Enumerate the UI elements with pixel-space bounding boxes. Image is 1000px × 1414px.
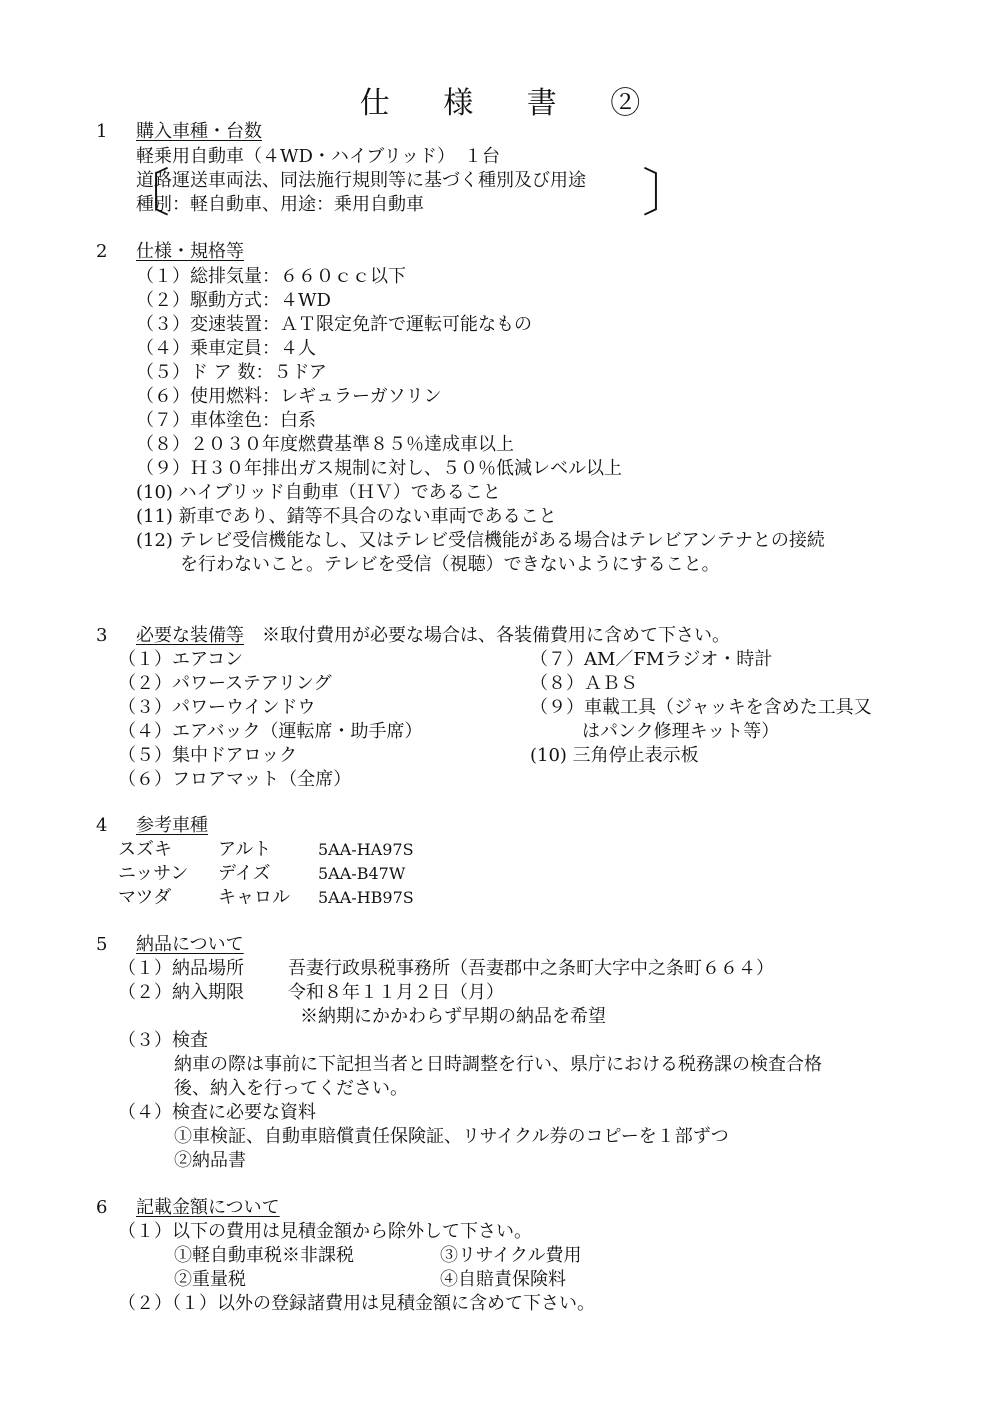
equipment-item: （１）エアコン [118,649,244,670]
delivery-deadline-value: 令和８年１１月２日（月） [288,982,504,1003]
reference-code: 5AA-B47W [318,864,406,883]
section-2-heading [96,240,244,264]
section-5-heading [96,933,244,957]
section-5-number: 5 [96,934,108,955]
section-3-note: ※取付費用が必要な場合は、各装備費用に含めて下さい。 [262,625,730,646]
equipment-item: （３）パワーウインドウ [118,697,316,718]
section-2-number: 2 [96,241,108,262]
spec-item: （４）乗車定員：４人 [136,338,316,359]
reference-model: デイズ [218,863,271,884]
equipment-item: （７）AM／FMラジオ・時計 [530,649,773,670]
excluded-cost: ③リサイクル費用 [440,1245,582,1266]
delivery-deadline-label: （２）納入期限 [118,982,244,1003]
amount-item-2: （２）（１）以外の登録諸費用は見積金額に含めて下さい。 [118,1293,595,1314]
excluded-cost: ④自賠責保険料 [440,1269,566,1290]
equipment-item: （２）パワーステアリング [118,673,332,694]
equipment-item: （６）フロアマット（全席） [118,769,352,790]
bracket-text-line-2: 種別：軽自動車、用途：乗用自動車 [136,194,424,215]
excluded-cost: ①軽自動車税※非課税 [174,1245,354,1266]
spec-item-12-continuation: を行わないこと。テレビを受信（視聴）できないようにすること。 [180,554,720,575]
delivery-place-value: 吾妻行政県税事務所（吾妻郡中之条町大字中之条町６６４） [288,958,774,979]
section-4-title: 参考車種 [136,815,208,836]
inspection-docs-label: （４）検査に必要な資料 [118,1102,316,1123]
inspection-text: 後、納入を行ってください。 [174,1078,408,1099]
bracket-left-icon: 〔 [118,164,171,224]
delivery-place-label: （１）納品場所 [118,958,244,979]
section-1-number: 1 [96,121,108,142]
bracket-right-icon: 〕 [642,164,695,224]
spec-item: （８）２０３０年度燃費基準８５％達成車以上 [136,434,514,455]
reference-maker: ニッサン [118,863,189,884]
vehicle-type-line: 軽乗用自動車（４WD・ハイブリッド） １台 [136,146,500,167]
spec-item: （２）駆動方式：４WD [136,290,331,311]
equipment-item: (10) 三角停止表示板 [530,745,699,766]
reference-model: アルト [218,839,272,860]
excluded-cost: ②重量税 [174,1269,246,1290]
inspection-text: 納車の際は事前に下記担当者と日時調整を行い、県庁における税務課の検査合格 [174,1054,822,1075]
section-4-heading [96,814,208,838]
inspection-doc-item: ②納品書 [174,1150,246,1171]
spec-item: （７）車体塗色：白系 [136,410,316,431]
section-6-heading [96,1196,280,1220]
section-3-heading [96,624,244,648]
section-1-heading [96,120,262,144]
reference-maker: マツダ [118,887,172,908]
reference-model: キャロル [218,887,290,908]
bracket-text-line-1: 道路運送車両法、同法施行規則等に基づく種別及び用途 [136,170,586,191]
document-title: 仕 様 書 ② [359,86,663,121]
equipment-item-continuation: はパンク修理キット等） [582,721,780,742]
spec-item: （６）使用燃料：レギュラーガソリン [136,386,442,407]
section-3-title: 必要な装備等 [136,625,244,646]
section-3-number: 3 [96,625,108,646]
section-6-title: 記載金額について [136,1197,280,1218]
spec-item: (10) ハイブリッド自動車（ＨＶ）であること [136,482,501,503]
inspection-doc-item: ①車検証、自動車賠償責任保険証、リサイクル券のコピーを１部ずつ [174,1126,729,1147]
equipment-item: （８）ＡＢＳ [530,673,638,694]
equipment-item: （５）集中ドアロック [118,745,298,766]
inspection-label: （３）検査 [118,1030,208,1051]
reference-code: 5AA-HB97S [318,888,414,907]
equipment-item: （４）エアバック（運転席・助手席） [118,721,423,742]
delivery-deadline-note: ※納期にかかわらず早期の納品を希望 [300,1006,606,1027]
section-6-number: 6 [96,1197,108,1218]
spec-item: （１）総排気量：６６０ｃｃ以下 [136,266,406,287]
equipment-item: （９）車載工具（ジャッキを含めた工具又 [530,697,872,718]
section-2-title: 仕様・規格等 [136,241,244,262]
section-4-number: 4 [96,815,108,836]
amount-item-1: （１）以下の費用は見積金額から除外して下さい。 [118,1221,532,1242]
spec-item: （３）変速装置：ＡＴ限定免許で運転可能なもの [136,314,532,335]
section-5-title: 納品について [136,934,244,955]
reference-code: 5AA-HA97S [318,840,414,859]
spec-item: (11) 新車であり、錆等不具合のない車両であること [136,506,557,527]
section-1-title: 購入車種・台数 [136,121,262,142]
reference-maker: スズキ [118,839,172,860]
spec-item: （９）Ｈ３０年排出ガス規制に対し、５０％低減レベル以上 [136,458,622,479]
spec-item: （５）ド ア 数：５ドア [136,362,327,383]
spec-item: (12) テレビ受信機能なし、又はテレビ受信機能がある場合はテレビアンテナとの接続 [136,530,825,551]
